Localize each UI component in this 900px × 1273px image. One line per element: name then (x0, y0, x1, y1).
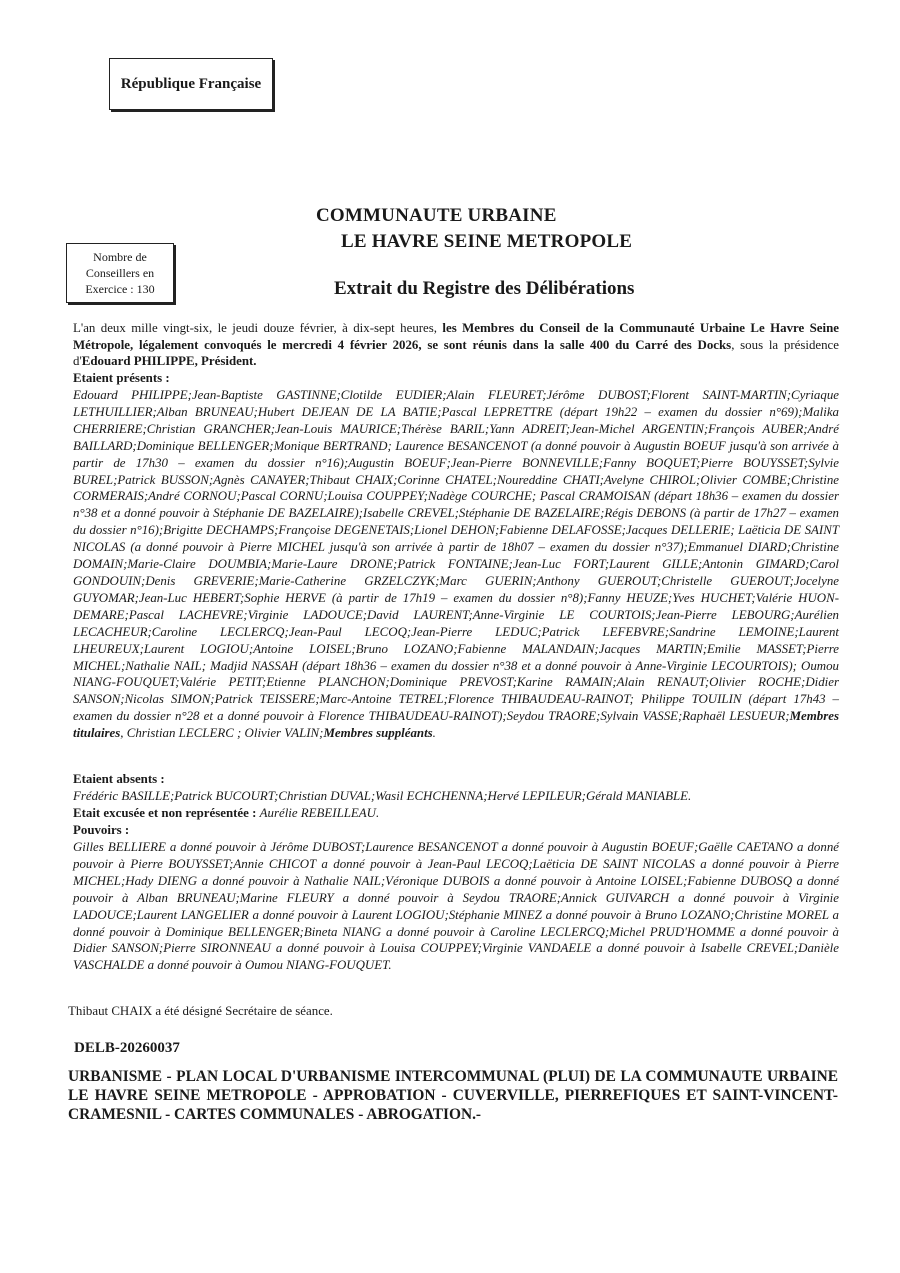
presents-text-2: , Christian LECLERC ; Olivier VALIN; (120, 726, 324, 741)
excusee-row (73, 805, 379, 822)
counsellors-line-3: Exercice : 130 (85, 282, 155, 296)
deliberation-id: DELB-20260037 (74, 1040, 180, 1056)
presents-text: Edouard PHILIPPE;Jean-Baptiste GASTINNE;Clotilde EUDIER;Alain FLEURET;Jérôme DUBOST;Florent SAINT-MARTIN;Cyriaque LETHUILLIER;Alban BRUNEAU;Hubert DEJEAN DE LA BATIE;Pascal LEPRETTRE (départ 19h22 – examen du dossier n°69);Malika CHERRIERE;Christian GRANCHER;Jean-Louis MAURICE;Thérèse BARIL;Yann ADREIT;Jean-Michel ARGENTIN;François AUBER;André BAILLARD;Dominique BELLENGER;Monique BERTRAND; Laurence BESANCENOT (a donné pouvoir à Augustin BOEUF jusqu'à son arrivée à partir de 17h30 – examen du dossier n°16);Augustin BOEUF;Jean-Pierre BONNEVILLE;Fanny BOQUET;Pierre BOUYSSET;Sylvie BUREL;Patrick BUSSON;Agnès CANAYER;Thibaut CHAIX;Corinne CHATEL;Noureddine CHATI;Avelyne CHIROL;Olivier COMBE;Christine CORMERAIS;André CORNOU;Pascal CORNU;Louisa COUPPEY;Nadège COURCHE; Pascal CRAMOISAN (départ 18h36 – examen du dossier n°38 et a donné pouvoir à Stéphanie DE BAZELAIRE);Isabelle CREVEL;Stéphanie DE BAZELAIRE;Régis DEBONS (à partir de 17h27 – examen du dossier n°16);Brigitte DECHAMPS;Françoise DEGENETAIS;Lionel DEHON;Fabienne DELAFOSSE;Jacques DELLERIE; Laëticia DE SAINT NICOLAS (a donné pouvoir à Pierre MICHEL jusqu'à son arrivée à partir de 18h07 – examen du dossier n°37);Emmanuel DIARD;Christine DOMAIN;Marie-Claire DOUMBIA;Marie-Laure DRONE;Patrick FONTAINE;Jean-Luc FORT;Laurent GILLE;Antonin GIMARD;Carol GONDOUIN;Denis GREVERIE;Marie-Catherine GRZELCZYK;Marc GUERIN;Anthony GUEROUT;Christelle GUEROUT;Jocelyne GUYOMAR;Jean-Luc HEBERT;Sophie HERVE (à partir de 17h19 – examen du dossier n°8);Fanny HEUZE;Yves HUCHET;Valérie HUON-DEMARE;Pascal LACHEVRE;Virginie LADOUCE;David LAURENT;Anne-Virginie LE COURTOIS;Jean-Pierre LEBOURG;Aurélien LECACHEUR;Caroline LECLERCQ;Jean-Paul LECOQ;Jean-Pierre LEDUC;Patrick LEFEBVRE;Sandrine LEMOINE;Laurent LHEUREUX;Laurent LOGIOU;Antoine LOISEL;Bruno LOZANO;Fabienne MALANDAIN;Jacques MARTIN;Emilie MASSET;Pierre MICHEL;Nathalie NAIL; Madjid NASSAH (départ 18h36 – examen du dossier n°38 et a donné pouvoir à Anne-Virginie LECOURTOIS); Oumou NIANG-FOUQUET;Valérie PETIT;Etienne PLANCHON;Dominique PREVOST;Karine RAMAIN;Alain RENAUT;Olivier ROCHE;Didier SANSON;Nicolas SIMON;Patrick TEISSERE;Marc-Antoine TETREL;Florence THIBAUDEAU-RAINOT; Philippe TOUILIN (départ 17h43 – examen du dossier n°28 et a donné pouvoir à Florence THIBAUDEAU-RAINOT);Seydou TRAORE;Sylvain VASSE;Raphaël LESUEUR; (73, 388, 839, 724)
intro-text-2: , sous la présidence d' (73, 337, 839, 368)
pouvoirs-list: Gilles BELLIERE a donné pouvoir à Jérôme DUBOST;Laurence BESANCENOT a donné pouvoir à Augustin BOEUF;Gaëlle CAETANO a donné pouvoir à Pierre BOUYSSET;Annie CHICOT a donné pouvoir à Jean-Paul LECOQ;Laëticia DE SAINT NICOLAS a donné pouvoir à Pierre MICHEL;Hady DIENG a donné pouvoir à Nathalie NAIL;Véronique DUBOIS a donné pouvoir à Antoine LOISEL;Fabienne DUBOSQ a donné pouvoir à Alban BRUNEAU;Marine FLEURY a donné pouvoir à Seydou TRAORE;Annick GUIVARCH a donné pouvoir à Virginie LADOUCE;Laurent LANGELIER a donné pouvoir à Laurent LOGIOU;Stéphanie MINEZ a donné pouvoir à Bruno LOZANO;Christine MOREL a donné pouvoir à Dominique BELLENGER;Bineta NIANG a donné pouvoir à Caroline LECLERCQ;Michel PRUD'HOMME a donné pouvoir à Didier SANSON;Pierre SIRONNEAU a donné pouvoir à Louisa COUPPEY;Virginie VANDAELE a donné pouvoir à Isabelle CREVEL;Danièle VASCHALDE a donné pouvoir à Oumou NIANG-FOUQUET. (73, 840, 839, 973)
presents-list: Edouard PHILIPPE;Jean-Baptiste GASTINNE;Clotilde EUDIER;Alain FLEURET;Jérôme DUBOST;Florent SAINT-MARTIN;Cyriaque LETHUILLIER;Alban BRUNEAU;Hubert DEJEAN DE LA BATIE;Pascal LEPRETTRE (départ 19h22 – examen du dossier n°69);Malika CHERRIERE;Christian GRANCHER;Jean-Louis MAURICE;Thérèse BARIL;Yann ADREIT;Jean-Michel ARGENTIN;François AUBER;André BAILLARD;Dominique BELLENGER;Monique BERTRAND; Laurence BESANCENOT (a donné pouvoir à Augustin BOEUF jusqu'à son arrivée à partir de 17h30 – examen du dossier n°16);Augustin BOEUF;Jean-Pierre BONNEVILLE;Fanny BOQUET;Pierre BOUYSSET;Sylvie BUREL;Patrick BUSSON;Agnès CANAYER;Thibaut CHAIX;Corinne CHATEL;Noureddine CHATI;Avelyne CHIROL;Olivier COMBE;Christine CORMERAIS;André CORNOU;Pascal CORNU;Louisa COUPPEY;Nadège COURCHE; Pascal CRAMOISAN (départ 18h36 – examen du dossier n°38 et a donné pouvoir à Stéphanie DE BAZELAIRE);Isabelle CREVEL;Stéphanie DE BAZELAIRE;Régis DEBONS (à partir de 17h27 – examen du dossier n°16);Brigitte DECHAMPS;Françoise DEGENETAIS;Lionel DEHON;Fabienne DELAFOSSE;Jacques DELLERIE; Laëticia DE SAINT NICOLAS (a donné pouvoir à Pierre MICHEL jusqu'à son arrivée à partir de 18h07 – examen du dossier n°37);Emmanuel DIARD;Christine DOMAIN;Marie-Claire DOUMBIA;Marie-Laure DRONE;Patrick FONTAINE;Jean-Luc FORT;Laurent GILLE;Antonin GIMARD;Carol GONDOUIN;Denis GREVERIE;Marie-Catherine GRZELCZYK;Marc GUERIN;Anthony GUEROUT;Christelle GUEROUT;Jocelyne GUYOMAR;Jean-Luc HEBERT;Sophie HERVE (à partir de 17h19 – examen du dossier n°8);Fanny HEUZE;Yves HUCHET;Valérie HUON-DEMARE;Pascal LACHEVRE;Virginie LADOUCE;David LAURENT;Anne-Virginie LE COURTOIS;Jean-Pierre LEBOURG;Aurélien LECACHEUR;Caroline LECLERCQ;Jean-Paul LECOQ;Jean-Pierre LEDUC;Patrick LEFEBVRE;Sandrine LEMOINE;Laurent LHEUREUX;Laurent LOGIOU;Antoine LOISEL;Bruno LOZANO;Fabienne MALANDAIN;Jacques MARTIN;Emilie MASSET;Pierre MICHEL;Nathalie NAIL; Madjid NASSAH (départ 18h36 – examen du dossier n°38 et a donné pouvoir à Anne-Virginie LECOURTOIS); Oumou NIANG-FOUQUET;Valérie PETIT;Etienne PLANCHON;Dominique PREVOST;Karine RAMAIN;Alain RENAUT;Olivier ROCHE;Didier SANSON;Nicolas SIMON;Patrick TEISSERE;Marc-Antoine TETREL;Florence THIBAUDEAU-RAINOT; Philippe TOUILIN (départ 17h43 – examen du dossier n°28 et a donné pouvoir à Florence THIBAUDEAU-RAINOT);Seydou TRAORE;Sylvain VASSE;Raphaël LESUEUR;Membres titulaires, Christian LECLERC ; Olivier VALIN;Membres suppléants. (73, 388, 839, 741)
document-subtitle: Extrait du Registre des Délibérations (334, 278, 635, 299)
intro-bold-1: les Membres du Conseil de la Communauté Urbaine Le Havre Seine Métropole, légalement convoqués le mercredi 4 février 2026, se sont réunis dans la salle 400 du Carré des Docks (73, 321, 839, 352)
deliberation-object: URBANISME - PLAN LOCAL D'URBANISME INTERCOMMUNAL (PLUI) DE LA COMMUNAUTE URBAINE LE HAVRE SEINE METROPOLE - APPROBATION - CUVERVILLE, PIERREFIQUES ET SAINT-VINCENT- CRAMESNIL - CARTES COMMUNALES - ABROGATION.- (68, 1068, 838, 1123)
republique-francaise-label: République Française (120, 75, 262, 92)
intro-text-1: L'an deux mille vingt-six, le jeudi douze février, à dix-sept heures, (73, 321, 443, 335)
republique-francaise-box (109, 58, 273, 110)
presents-titulaires: Membres titulaires (73, 709, 839, 741)
organization-name-line-2: LE HAVRE SEINE METROPOLE (341, 231, 633, 252)
organization-name-line-1: COMMUNAUTE URBAINE (316, 205, 557, 226)
presents-label: Etaient présents : (73, 371, 170, 385)
excusee-label: Etait excusée et non représentée : (73, 806, 257, 820)
intro-paragraph (73, 320, 839, 370)
absents-label: Etaient absents : (73, 772, 165, 786)
excusee-name: Aurélie REBEILLEAU. (259, 806, 380, 820)
counsellors-count-box (66, 243, 174, 303)
secretary-statement: Thibaut CHAIX a été désigné Secrétaire de séance. (68, 1004, 333, 1018)
presents-suppleants: Membres suppléants (323, 726, 433, 741)
pouvoirs-label: Pouvoirs : (73, 823, 130, 837)
intro-bold-2: Edouard PHILIPPE, Président. (81, 354, 257, 368)
counsellors-line-1: Nombre de (93, 250, 147, 264)
absents-list: Frédéric BASILLE;Patrick BUCOURT;Christian DUVAL;Wasil ECHCHENNA;Hervé LEPILEUR;Gérald MANIABLE. (73, 789, 692, 803)
counsellors-line-2: Conseillers en (85, 266, 155, 280)
